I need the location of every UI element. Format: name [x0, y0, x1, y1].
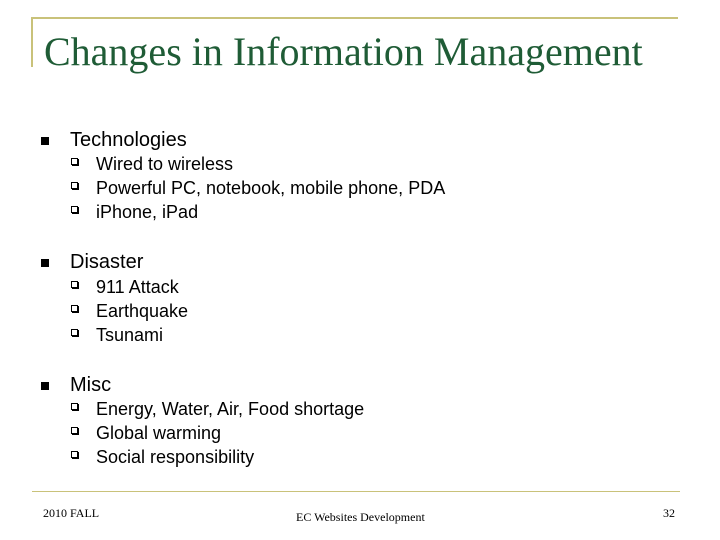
sub-bullet-label: Tsunami — [96, 325, 164, 345]
sub-bullet-label: Earthquake — [96, 301, 189, 321]
sub-bullet-label: Wired to wireless — [96, 154, 234, 174]
slide-title: Changes in Information Management — [44, 29, 643, 74]
checkbox-bullet-icon — [71, 281, 78, 288]
footer-center: EC Websites Development — [296, 510, 425, 524]
sub-bullet-label: Energy, Water, Air, Food shortage — [96, 399, 365, 419]
title-top-rule — [32, 17, 678, 19]
checkbox-bullet-icon — [71, 403, 78, 410]
sub-bullet-label: iPhone, iPad — [96, 202, 199, 222]
sub-bullet-label: 911 Attack — [96, 277, 179, 297]
bullet-label: Technologies — [70, 129, 187, 151]
title-left-rule — [31, 17, 33, 67]
page-number: 32 — [663, 506, 675, 520]
sub-bullet-label: Social responsibility — [96, 447, 255, 467]
sub-bullet-label: Powerful PC, notebook, mobile phone, PDA — [96, 178, 446, 198]
square-bullet-icon — [41, 382, 49, 390]
square-bullet-icon — [41, 137, 49, 145]
checkbox-bullet-icon — [71, 427, 78, 434]
bullet-label: Misc — [70, 374, 112, 396]
footer-left: 2010 FALL — [43, 506, 100, 520]
bullet-label: Disaster — [70, 251, 144, 273]
square-bullet-icon — [41, 259, 49, 267]
checkbox-bullet-icon — [71, 451, 78, 458]
sub-bullet-label: Global warming — [96, 423, 222, 443]
checkbox-bullet-icon — [71, 182, 78, 189]
footer-rule — [32, 491, 680, 492]
checkbox-bullet-icon — [71, 158, 78, 165]
checkbox-bullet-icon — [71, 206, 78, 213]
checkbox-bullet-icon — [71, 329, 78, 336]
checkbox-bullet-icon — [71, 305, 78, 312]
